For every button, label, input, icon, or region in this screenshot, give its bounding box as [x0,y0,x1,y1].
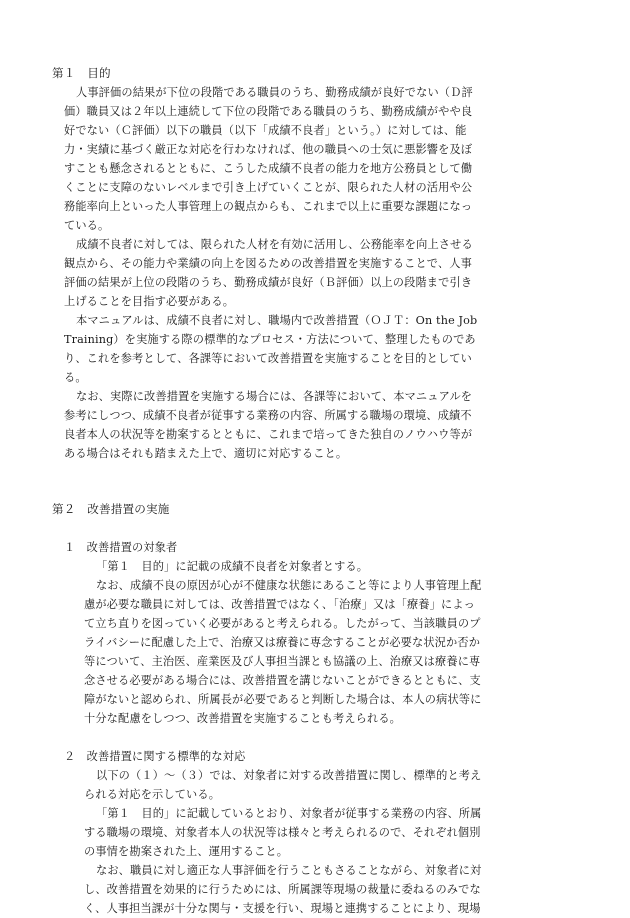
paragraph-line: られる対応を示している。 [84,788,221,801]
paragraph-line: 「第１ 目的」に記載の成績不良者を対象者とする。 [96,560,369,573]
paragraph-line: 十分な配慮をしつつ、改善措置を実施することも考えられる。 [84,712,402,725]
paragraph-line: る。 [64,371,87,384]
paragraph-line: 評価の結果が上位の段階のうち、勤務成績が良好（Ｂ評価）以上の段階まで引き [64,276,473,289]
paragraph-line: 「第１ 目的」に記載しているとおり、対象者が従事する業務の内容、所属 [96,807,482,820]
paragraph-line: 価）職員又は２年以上連続して下位の段階である職員のうち、勤務成績がやや良 [64,105,473,118]
paragraph-line: 等について、主治医、産業医及び人事担当課とも協議の上、治療又は療養に専 [84,655,481,668]
paragraph-line: く、人事担当課が十分な関与・支援を行い、現場と連携することにより、現場 [84,902,481,915]
paragraph-line: Training）を実施する際の標準的なプロセス・方法について、整理したものであ [64,333,476,346]
paragraph-line: 好でない（Ｃ評価）以下の職員（以下「成績不良者」という。）に対しては、能 [64,124,467,137]
paragraph-line: なお、成績不良の原因が心が不健康な状態にあること等により人事管理上配 [96,579,482,592]
paragraph-line: 障がないと認められ、所属長が必要であると判断した場合は、本人の病状等に [84,693,482,706]
paragraph-line: 観点から、その能力や業績の向上を図るための改善措置を実施することで、人事 [64,257,472,270]
paragraph-line: くことに支障のないレベルまで引き上げていくことが、限られた人材の活用や公 [64,181,473,194]
paragraph-line: 成績不良者に対しては、限られた人材を有効に活用し、公務能率を向上させる [76,238,473,251]
paragraph-line: すことも懸念されるとともに、こうした成績不良者の能力を地方公務員として働 [64,162,473,175]
paragraph-line: 慮が必要な職員に対しては、改善措置ではなく、「治療」又は「療養」によっ [84,598,475,611]
paragraph-line: なお、職員に対し適正な人事評価を行うこともさることながら、対象者に対 [96,864,482,877]
paragraph-line: 力・実績に基づく厳正な対応を行わなければ、他の職員への士気に悪影響を及ぼ [64,143,473,156]
paragraph-line: 上げることを目指す必要がある。 [64,295,235,308]
paragraph-line: する職場の環境、対象者本人の状況等は様々と考えられるので、それぞれ個別 [84,826,481,839]
paragraph-line: の事情を勘案された上、運用すること。 [84,845,289,858]
paragraph-line: 念させる必要がある場合には、改善措置を講じないことができるとともに、支 [84,674,481,687]
paragraph-line: 人事評価の結果が下位の段階である職員のうち、勤務成績が良好でない（Ｄ評 [76,86,473,99]
paragraph-line: 務能率向上といった人事管理上の観点からも、これまで以上に重要な課題になっ [64,200,473,213]
paragraph-line: ある場合はそれも踏まえた上で、適切に対応すること。 [64,447,348,460]
section-1-heading: 第１ 目的 [52,66,111,80]
paragraph-line: ライバシーに配慮した上で、治療又は療養に専念することが必要な状況か否か [84,636,481,649]
paragraph-line: ている。 [64,219,110,232]
item-1-heading: １ 改善措置の対象者 [64,541,178,554]
paragraph-line: て立ち直りを図っていく必要があると考えられる。したがって、当該職員のプ [84,617,481,630]
item-2-heading: ２ 改善措置に関する標準的な対応 [64,750,246,763]
paragraph-line: り、これを参考として、各課等において改善措置を実施することを目的としてい [64,352,472,365]
paragraph-line: 良者本人の状況等を勘案するとともに、これまで培ってきた独自のノウハウ等が [64,428,473,441]
paragraph-line: 参考にしつつ、成績不良者が従事する業務の内容、所属する職場の環境、成績不 [64,409,472,422]
paragraph-line: なお、実際に改善措置を実施する場合には、各課等において、本マニュアルを [76,390,473,403]
paragraph-line: し、改善措置を効果的に行うためには、所属課等現場の裁量に委ねるのみでな [84,883,481,896]
section-2-heading: 第２ 改善措置の実施 [52,502,170,516]
paragraph-line: 以下の（１）～（３）では、対象者に対する改善措置に関し、標準的と考え [96,769,482,782]
paragraph-line: 本マニュアルは、成績不良者に対し、職場内で改善措置（ＯＪＴ：On the Job [76,314,478,327]
